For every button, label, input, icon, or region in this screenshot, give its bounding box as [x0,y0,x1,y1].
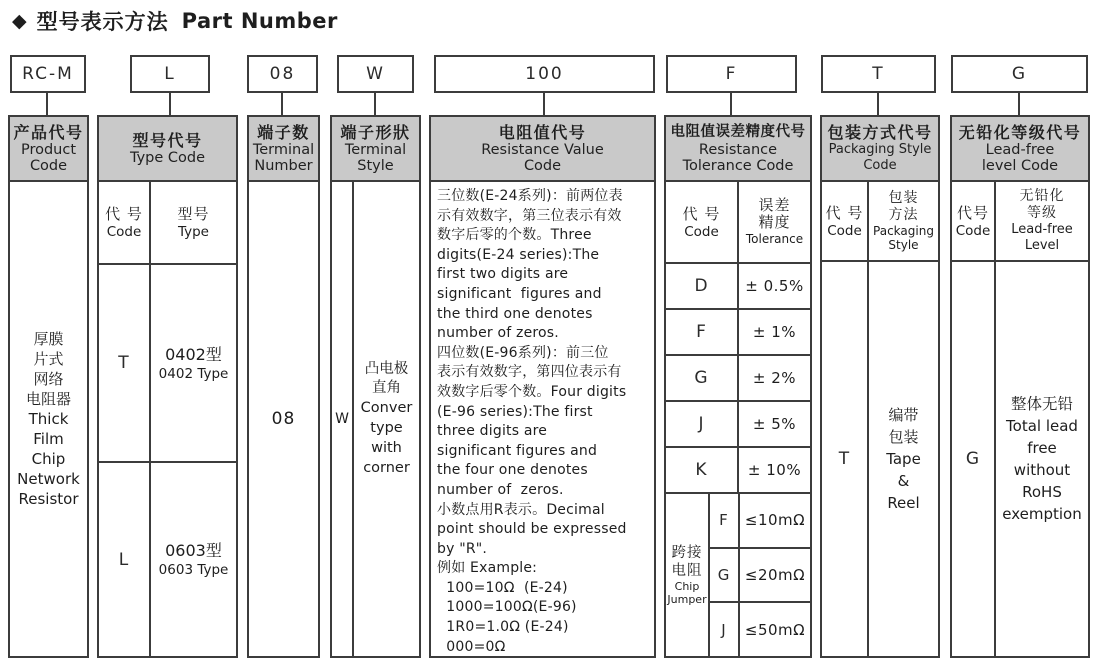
text-line: 1000=100Ω(E-96) [437,599,577,616]
connector-line [46,93,48,115]
text-line: Conver [360,400,413,416]
text-line: three digits are [437,423,548,440]
header-en: Code [523,158,562,174]
label-en: Type [177,224,209,240]
packaging-code-label-cell [822,182,869,260]
tolerance-row [666,310,810,356]
tolerance-code: K [695,460,708,480]
text-line: RoHS [1022,483,1062,501]
label-zh: 型号 [177,205,210,223]
code-box-packaging: T [821,55,936,93]
packaging-subheader-row [822,182,938,262]
text-line: 三位数(E-24系列)：前两位表 [437,188,623,204]
type-zh: 0603型 [165,541,222,560]
type-code-cell [99,463,151,656]
terminal-number-value-cell [249,182,318,656]
text-line: Network [17,470,80,488]
label-en: Style [888,238,919,252]
header-en: Product [20,141,77,158]
code-box-resistance: 100 [434,55,655,93]
type-code-cell [99,265,151,461]
label-en: Code [827,222,862,239]
text-line: Reel [887,494,920,512]
type-code-value: T [118,353,130,373]
text-line: 整体无铅 [1010,395,1073,413]
text-line: point should be expressed [437,521,627,538]
column-terminal-style [330,115,421,658]
label-en: Chip [674,580,700,593]
page-title-zh: 型号表示方法 [36,10,169,34]
text-line: 数字后零的个数。Three [437,227,592,244]
code-box-type: L [130,55,210,93]
text-line: 例如 Example: [437,560,538,577]
tolerance-code-label-cell [666,182,739,262]
connector-line [374,93,376,115]
text-line: number of zeros. [437,481,564,498]
label-en: Code [106,224,142,240]
header-en: Number [254,158,313,174]
jumper-value: ≤20mΩ [744,566,806,584]
chip-jumper-label-cell [666,494,710,656]
jumper-value: ≤10mΩ [744,511,806,530]
type-code-header [99,117,236,182]
connector-line [730,93,732,115]
text-line: 小数点用R表示。Decimal [437,501,605,518]
header-en: level Code [981,158,1059,174]
tolerance-value: ± 0.5% [745,277,804,295]
header-en: Terminal [252,141,315,158]
type-en: 0603 Type [158,562,229,578]
header-en: Terminal [344,141,407,158]
tolerance-code: G [694,368,709,388]
product-description [10,182,87,656]
type-code-value: L [118,549,130,570]
text-line: 编带 [888,406,919,424]
header-zh: 端子数 [257,122,310,142]
label-zh: 误差 [758,196,791,214]
text-line: Film [33,430,64,448]
column-packaging [820,115,940,658]
header-en: Resistance Value [481,141,604,158]
product-code-header [10,117,87,182]
resistance-value-header [431,117,654,182]
type-desc-cell [151,463,236,656]
text-line: 效数字后零个数。Four digits [437,383,627,400]
label-zh: 无铅化 [1019,188,1065,204]
text-line: Thick [28,410,69,428]
type-code-label-cell [99,182,151,263]
text-line: Total lead [1006,417,1078,435]
column-tolerance [664,115,812,658]
tolerance-row [666,356,810,402]
leadfree-level-label-cell [996,182,1088,260]
tolerance-code: D [694,276,709,296]
tolerance-value: ± 5% [752,415,797,433]
terminal-style-header [332,117,419,182]
jumper-code: F [719,511,729,530]
tolerance-label-cell [739,182,810,262]
text-line: with [371,440,402,456]
tolerance-row [666,264,810,310]
connector-line [877,93,879,115]
text-line: 四位数(E-96系列)：前三位 [437,344,609,361]
tolerance-row [666,448,810,494]
text-line: significant figures and [437,442,598,459]
header-zh: 产品代号 [13,122,84,142]
label-zh: 电阻 [671,563,703,579]
terminal-style-code: W [335,411,349,427]
text-line: 包装 [888,428,919,446]
text-line: 电阻器 [25,390,71,408]
text-line: 直角 [372,380,401,396]
code-box-tolerance: F [666,55,797,93]
label-zh: 代 号 [105,205,143,223]
resistance-description [431,182,654,661]
type-zh: 0402型 [165,344,222,364]
text-line: the four one denotes [437,462,588,479]
code-box-style: W [337,55,414,93]
text-line: 000=0Ω [437,638,506,655]
text-line: (E-96 series):The first [437,403,593,420]
tolerance-code: J [698,414,705,434]
text-line: exemption [1002,505,1082,523]
column-terminal-number [247,115,320,658]
label-en: Level [1024,238,1060,253]
packaging-row [822,262,938,656]
packaging-code-cell [822,262,869,656]
tolerance-subheader-row [666,182,810,264]
header-en: Type Code [129,149,206,166]
leadfree-code-label-cell [952,182,996,260]
tolerance-value: ± 1% [752,323,797,341]
text-line: Chip [31,450,66,468]
page-title [12,6,338,36]
column-resistance-value [429,115,656,658]
label-en: Packaging [873,224,934,238]
label-en: Jumper [667,593,707,606]
type-row-0603 [99,463,236,656]
code-box-terminals: 08 [247,55,318,93]
tolerance-value: ± 2% [752,369,797,387]
label-en: Tolerance [745,232,804,246]
header-zh: 电阻值误差精度代号 [670,123,806,140]
diamond-bullet-icon: ◆ [12,10,28,32]
tolerance-header [666,117,810,182]
terminal-style-desc [354,182,419,656]
text-line: digits(E-24 series):The [437,246,600,263]
label-zh: 代号 [956,203,989,222]
leadfree-code-cell [952,262,996,656]
text-line: without [1013,461,1071,479]
text-line: 100=10Ω (E-24) [437,579,568,596]
connector-line [169,93,171,115]
type-row-0402 [99,265,236,463]
text-line: 示有效数字，第三位表示有效 [437,207,622,224]
jumper-code: G [717,566,731,584]
column-product-code [8,115,89,658]
packaging-style-label-cell [869,182,938,260]
header-en: Packaging Style [828,141,932,157]
code-box-leadfree: G [951,55,1088,93]
label-zh: 跨接 [671,545,703,561]
header-en: Tolerance Code [682,158,794,174]
header-zh: 端子形狀 [340,122,411,142]
tolerance-row [666,402,810,448]
text-line: 片式 [33,350,64,368]
header-en: Code [863,158,897,173]
leadfree-desc-cell [996,262,1088,656]
packaging-code: T [838,449,851,469]
jumper-value: ≤50mΩ [744,620,806,639]
header-en: Code [29,158,68,174]
text-line: free [1027,439,1057,457]
terminal-style-code-cell [332,182,354,656]
connector-line [1018,93,1020,115]
label-zh: 方法 [888,207,919,223]
label-en: Lead-free [1011,222,1073,237]
header-zh: 型号代号 [132,130,203,150]
header-zh: 无铅化等级代号 [958,122,1082,142]
jumper-row [710,603,810,656]
packaging-desc-cell [869,262,938,656]
label-zh: 精度 [758,213,791,231]
text-line: type [370,420,403,436]
code-box-product: RC-M [10,55,86,93]
text-line: by "R". [437,540,488,557]
text-line: the third one denotes [437,305,593,322]
text-line: 凸电极 [364,361,409,377]
text-line: 表示有效数字，第四位表示有 [437,364,622,381]
header-en: Resistance [698,141,778,158]
label-zh: 代 号 [825,203,864,222]
text-line: & [897,472,910,490]
type-en: 0402 Type [158,365,229,382]
leadfree-code: G [965,449,981,469]
text-line: number of zeros. [437,325,559,342]
leadfree-subheader-row [952,182,1088,262]
label-zh: 等级 [1027,205,1057,221]
label-zh: 代 号 [682,204,721,223]
column-leadfree [950,115,1090,658]
header-en: Style [357,158,394,174]
chip-jumper-section [666,494,810,656]
packaging-header [822,117,938,182]
text-line: 厚膜 [33,330,64,348]
header-en: Lead-free [985,141,1055,158]
jumper-code: J [721,620,727,639]
label-en: Code [684,223,719,240]
terminal-number-value: 08 [271,409,296,429]
tolerance-value: ± 10% [747,461,802,479]
text-line: 网络 [33,370,64,388]
leadfree-row [952,262,1088,656]
page-title-en: Part Number [181,9,338,33]
text-line: corner [363,460,410,476]
column-type-code [97,115,238,658]
text-line: Resistor [18,490,79,508]
jumper-row [710,494,810,549]
header-zh: 包装方式代号 [827,122,933,142]
jumper-row [710,549,810,604]
text-line: 1R0=1.0Ω (E-24) [437,619,569,636]
text-line: significant figures and [437,285,602,302]
header-zh: 电阻值代号 [498,122,587,142]
tolerance-code: F [696,322,707,342]
text-line: Tape [886,450,921,468]
type-label-cell [151,182,236,263]
label-en: Code [955,222,991,239]
label-zh: 包装 [888,190,919,206]
leadfree-header [952,117,1088,182]
terminal-number-header [249,117,318,182]
connector-line [281,93,283,115]
type-desc-cell [151,265,236,461]
connector-line [543,93,545,115]
text-line: first two digits are [437,266,569,283]
type-subheader-row [99,182,236,265]
